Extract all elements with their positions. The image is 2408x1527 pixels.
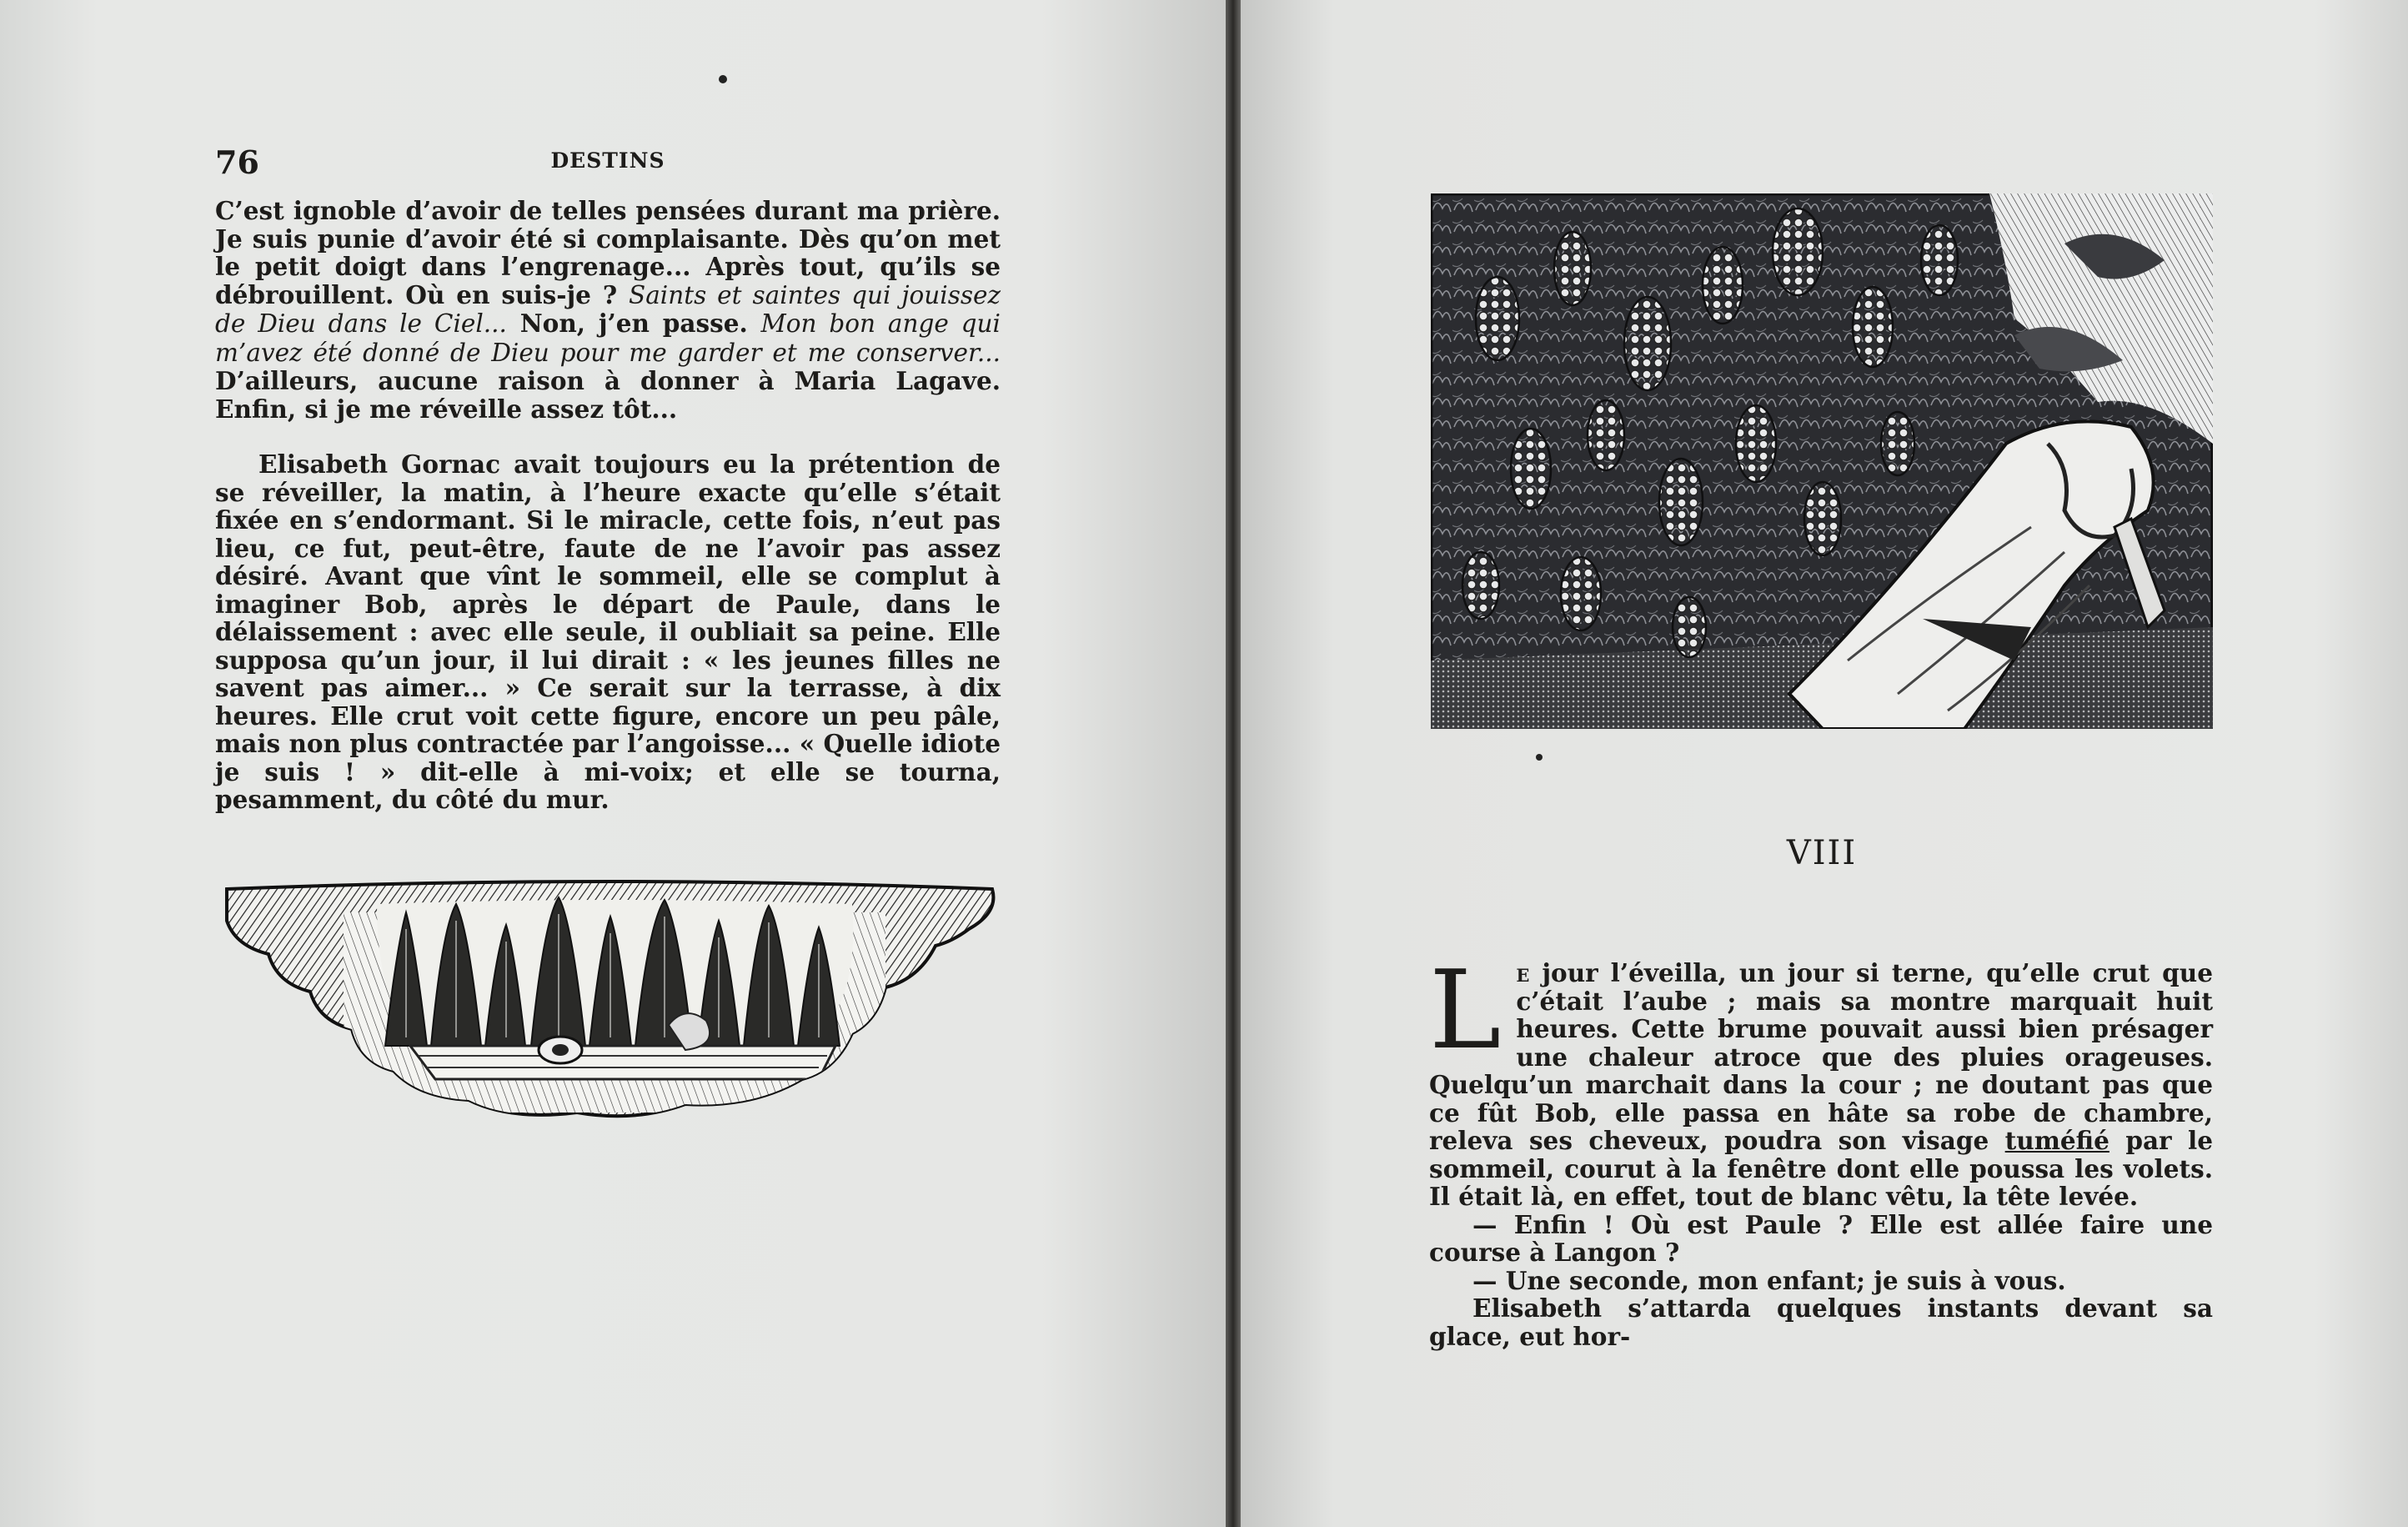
book-gutter xyxy=(1226,0,1241,1527)
ink-speck xyxy=(719,75,727,83)
drop-cap: L xyxy=(1429,947,1502,1073)
prayer-quote-2: Mon bon ange qui m’avez été donné de Dieu pour me garder et me conserver... xyxy=(215,309,1001,367)
paragraph-1-part-a: C’est ignoble d’avoir de telles pensées durant ma prière. Je suis punie d’avoir été si complaisante. Dès qu’on met le petit doigt dans l’engrenage... Après tout, qu’ils se débrouillent. Où en suis-je ? xyxy=(215,196,1001,309)
paragraph-1-part-c: D’ailleurs, aucune raison à donner à Maria Lagave. Enfin, si je me réveille assez tôt... xyxy=(215,366,1001,424)
prayer-quote-1: Saints et saintes qui jouissez de Dieu dans le Ciel... xyxy=(215,280,1001,338)
underlined-word: tuméfié xyxy=(2004,1126,2110,1155)
cypress-engraving xyxy=(218,879,1001,1121)
ink-speck xyxy=(1536,754,1543,761)
vineyard-engraving xyxy=(1431,193,2213,729)
closing-line: Elisabeth s’attarda quelques instants devant sa glace, eut hor- xyxy=(1429,1293,2213,1351)
opening-smallcaps: e xyxy=(1516,958,1530,987)
paragraph-1-part-b: Non, j’en passe. xyxy=(506,309,761,338)
running-title: DESTINS xyxy=(550,148,665,173)
chapter-number: VIII xyxy=(1786,834,1858,872)
opening-text-end: par le sommeil, courut à la fenêtre dont elle poussa les volets. Il était là, en effet, tout de blanc vêtu, la tête levée. xyxy=(1429,1126,2213,1211)
dialog-line-2: — Une seconde, mon enfant; je suis à vous. xyxy=(1472,1265,2066,1295)
right-page-text xyxy=(1429,947,2213,1351)
paragraph-2: Elisabeth Gornac avait toujours eu la prétention de se réveiller, la matin, à l’heure exacte qu’elle s’était fixée en s’endormant. Si le miracle, cette fois, n’eut pas lieu, ce fut, peut-être, faute de ne l’avoir pas assez désiré. Avant que vînt le sommeil, elle se complut à imaginer Bob, après le départ de Paule, dans le délaissement : avec elle seule, il oubliait sa peine. Elle supposa qu’un jour, il lui dirait : « les jeunes filles ne savent pas aimer... » Ce serait sur la terrasse, à dix heures. Elle crut voit cette figure, encore un peu pâle, mais non plus contractée par l’angoisse... « Quelle idiote je suis ! » dit-elle à mi-voix; et elle se tourna, pesamment, du côté du mur. xyxy=(215,450,1001,814)
opening-text: jour l’éveilla, un jour si terne, qu’elle crut que c’était l’aube ; mais sa montre marquait huit heures. Cette brume pouvait aussi bien présager une chaleur atroce que des pluies orageuses. Quelqu’un marchait dans la cour ; ne doutant pas que ce fût Bob, elle passa en hâte sa robe de chambre, releva ses cheveux, poudra son visage xyxy=(1429,958,2213,1155)
running-head xyxy=(215,143,1001,185)
dialog-line-1: — Enfin ! Où est Paule ? Elle est allée faire une course à Langon ? xyxy=(1429,1209,2213,1267)
page-number: 76 xyxy=(215,143,259,181)
paragraph-1 xyxy=(215,197,1001,423)
chapter-opening-paragraph xyxy=(1429,947,2213,1211)
left-page-text xyxy=(215,197,1001,814)
